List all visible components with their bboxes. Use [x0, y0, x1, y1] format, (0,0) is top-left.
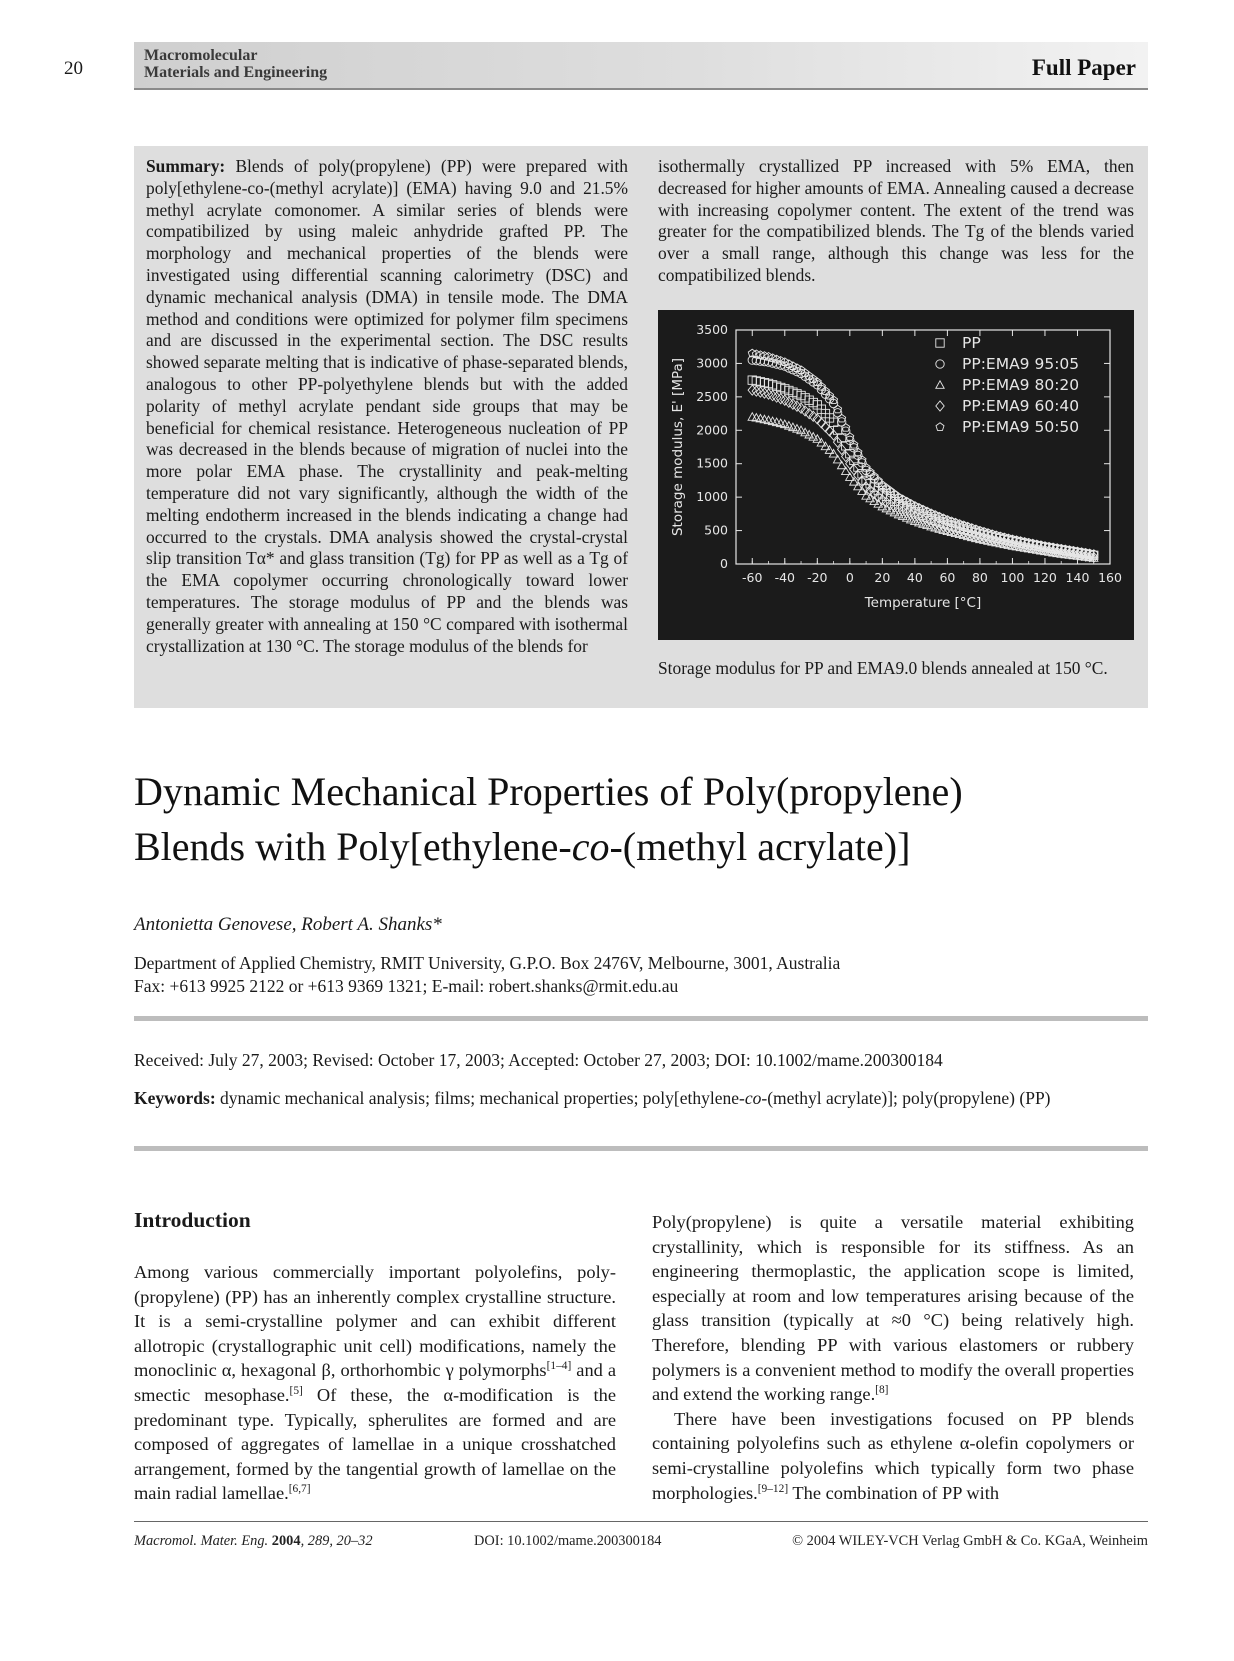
journal-name — [144, 47, 327, 81]
x-tick-label: 140 — [1065, 570, 1090, 585]
data-point — [789, 399, 797, 409]
footer-rule — [134, 1521, 1148, 1522]
y-tick-label: 1000 — [696, 489, 728, 505]
title-line1: Dynamic Mechanical Properties of Poly(propylene) — [134, 769, 963, 814]
footer-copyright: © 2004 WILEY-VCH Verlag GmbH & Co. KGaA, Weinheim — [792, 1533, 1148, 1549]
data-point — [838, 414, 846, 422]
divider-top — [134, 1016, 1148, 1021]
y-tick-label: 500 — [704, 522, 728, 538]
summary-left-column — [146, 156, 628, 657]
citation: [9–12] — [757, 1482, 789, 1495]
title-line2-part1: Blends with Poly[ethylene- — [134, 824, 572, 869]
data-point — [756, 387, 764, 397]
citation: [6,7] — [288, 1483, 311, 1496]
intro-left-column — [134, 1260, 616, 1506]
x-tick-label: 60 — [939, 570, 956, 585]
data-point — [777, 394, 785, 404]
section-heading-introduction: Introduction — [134, 1208, 251, 1232]
title-co-italic: co — [571, 824, 610, 869]
page-number: 20 — [64, 58, 83, 79]
affiliation-address: Department of Applied Chemistry, RMIT University, G.P.O. Box 2476V, Melbourne, 3001, Australia — [134, 953, 841, 973]
title-line2 — [134, 819, 1144, 874]
data-point — [842, 424, 850, 432]
affiliation-contact: Fax: +613 9925 2122 or +613 9369 1321; E-mail: robert.shanks@rmit.edu.au — [134, 976, 679, 996]
data-point — [764, 389, 772, 399]
x-tick-label: 100 — [1000, 570, 1025, 585]
keywords-text-part1: dynamic mechanical analysis; films; mechanical properties; poly[ethylene- — [220, 1088, 745, 1108]
intro-paragraph-1: Among various commercially important polyolefins, poly-(propylene) (PP) has an inherently complex crystalline structure. It is a semi-crystalline polymer and can exhibit different allotropic (crystallographic unit cell) modifications, namely the monoclinic α, hexagonal β, orthorhombic γ polymorphs[1–4] and a smectic mesophase.[5] Of these, the α-modification is the predominant type. Typically, spherulites are formed and are composed of aggregates of lamellae in a unique crosshatched arrangement, formed by the tangential growth of lamellae on the main radial lamellae.[6,7] — [134, 1262, 617, 1504]
article-title — [134, 764, 1144, 874]
x-tick-label: -60 — [742, 570, 763, 585]
legend-label: PP — [962, 334, 981, 352]
citation: [8] — [875, 1384, 889, 1397]
x-tick-label: 80 — [971, 570, 988, 585]
keywords-co-italic: co — [744, 1088, 762, 1108]
title-line2-part2: -(methyl acrylate)] — [609, 824, 911, 869]
article-type: Full Paper — [1031, 55, 1136, 80]
divider-bottom — [134, 1146, 1148, 1151]
chart-svg — [658, 310, 1134, 640]
x-axis-label: Temperature [°C] — [864, 595, 982, 611]
x-tick-label: 160 — [1098, 570, 1122, 585]
affiliation — [134, 952, 1144, 998]
legend-marker — [936, 339, 944, 347]
article-dates: Received: July 27, 2003; Revised: October 17, 2003; Accepted: October 27, 2003; DOI: 10.1002/mame.200300184 — [134, 1050, 943, 1070]
data-point — [781, 395, 789, 405]
journal-name-line2: Materials and Engineering — [144, 64, 328, 81]
keywords-text-part2: -(methyl acrylate)]; poly(propylene) (PP) — [761, 1088, 1051, 1108]
storage-modulus-chart — [658, 310, 1134, 640]
y-tick-label: 1500 — [696, 455, 728, 471]
legend-label: PP:EMA9 50:50 — [962, 418, 1080, 436]
data-point — [772, 392, 780, 402]
x-tick-label: 40 — [906, 570, 923, 585]
authors: Antonietta Genovese, Robert A. Shanks* — [134, 914, 442, 935]
data-point — [752, 386, 760, 396]
intro-right-column — [652, 1210, 1134, 1505]
data-point — [834, 405, 842, 413]
summary-text-right: isothermally crystallized PP increased with 5% EMA, then decreased for higher amounts of EMA. Annealing caused a decrease with increasing copolymer content. The extent of the trend was greater for the compatibilized blends. The Tg of the blends varied over a small range, although this change was less for the compatibilized blends. — [658, 156, 1134, 285]
figure-caption: Storage modulus for PP and EMA9.0 blends annealed at 150 °C. — [658, 658, 1108, 678]
legend-label: PP:EMA9 80:20 — [962, 376, 1080, 394]
x-tick-label: 120 — [1033, 570, 1057, 585]
summary-right-column — [658, 156, 1134, 287]
summary-box — [134, 146, 1148, 708]
data-point — [833, 426, 841, 434]
journal-name-line1: Macromolecular — [144, 47, 258, 64]
data-point — [760, 388, 768, 398]
legend-marker — [936, 401, 944, 411]
legend-label: PP:EMA9 60:40 — [962, 397, 1080, 415]
intro-paragraph-2: Poly(propylene) is quite a versatile material exhibiting crystallinity, which is responsible for its stiffness. As an engineering thermoplastic, the application scope is limited, especially at room and low temperatures arising because of the glass transition (typically at ≈0 °C) being relatively high. Therefore, blending PP with various elastomers or rubbery polymers is a convenient method to modify the overall properties and extend the working range.[8] — [652, 1212, 1134, 1405]
legend-marker — [936, 360, 944, 368]
data-point — [785, 397, 793, 407]
data-point — [768, 391, 776, 401]
journal-header-band — [134, 42, 1148, 90]
intro-paragraph-3: There have been investigations focused on PP blends containing polyolefins such as ethylene α-olefin copolymers or semi-crystalline polyolefins which typically form two phase morphologies.[9–12] The combination of PP with — [652, 1408, 1134, 1503]
x-tick-label: -40 — [774, 570, 795, 585]
legend-marker — [936, 423, 944, 431]
data-point — [846, 433, 854, 441]
y-tick-label: 0 — [720, 556, 728, 571]
legend-marker — [936, 381, 944, 389]
summary-text-left: Blends of poly(propylene) (PP) were prepared with poly[ethylene-co-(methyl acrylate)] (EMA) having 9.0 and 21.5% methyl acrylate comonomer. A similar series of blends were compatibilized by using maleic anhydride grafted PP. The morphology and mechanical properties of the blends were investigated using differential scanning calorimetry (DSC) and dynamic mechanical analysis (DMA) in tensile mode. The DMA method and conditions were optimized for polymer film specimens and are discussed in the experimental section. The DSC results showed separate melting that is indicative of phase-separated blends, analogous to other PP-polyethylene blends but with the added polarity of methyl acrylate pendant side groups that may be beneficial for chemical resistance. Heterogeneous nucleation of PP was decreased in the blends because of migration of nuclei into the more polar EMA phase. The crystallinity and peak-melting temperature did not vary significantly, although the width of the melting endotherm increased in the blends indicating a change had occurred to the crystals. DMA analysis showed the crystal-crystal slip transition Tα* and glass transition (Tg) for PP as well as a Tg of the EMA copolymer occurring chronologically toward lower temperatures. The storage modulus of PP and the blends was generally greater with annealing at 150 °C compared with isothermal crystallization at 130 °C. The storage modulus of the blends for — [146, 156, 628, 656]
data-point — [748, 385, 756, 395]
citation: [5] — [289, 1384, 303, 1397]
summary-label: Summary: — [146, 156, 226, 176]
y-axis-label: Storage modulus, E' [MPa] — [670, 357, 686, 537]
x-tick-label: 0 — [845, 570, 854, 585]
data-point — [793, 401, 801, 411]
legend-label: PP:EMA9 95:05 — [962, 355, 1080, 373]
x-tick-label: 20 — [874, 570, 891, 585]
footer-citation: Macromol. Mater. Eng. 2004, 289, 20–32 — [134, 1533, 373, 1549]
citation: [1–4] — [546, 1360, 572, 1373]
keywords-label: Keywords: — [134, 1088, 216, 1108]
footer-doi: DOI: 10.1002/mame.200300184 — [474, 1533, 662, 1549]
y-tick-label: 2000 — [696, 422, 728, 438]
keywords — [134, 1087, 1148, 1109]
y-tick-label: 3500 — [696, 322, 728, 337]
y-tick-label: 3000 — [696, 355, 728, 371]
x-tick-label: -20 — [807, 570, 828, 585]
y-tick-label: 2500 — [696, 388, 728, 404]
